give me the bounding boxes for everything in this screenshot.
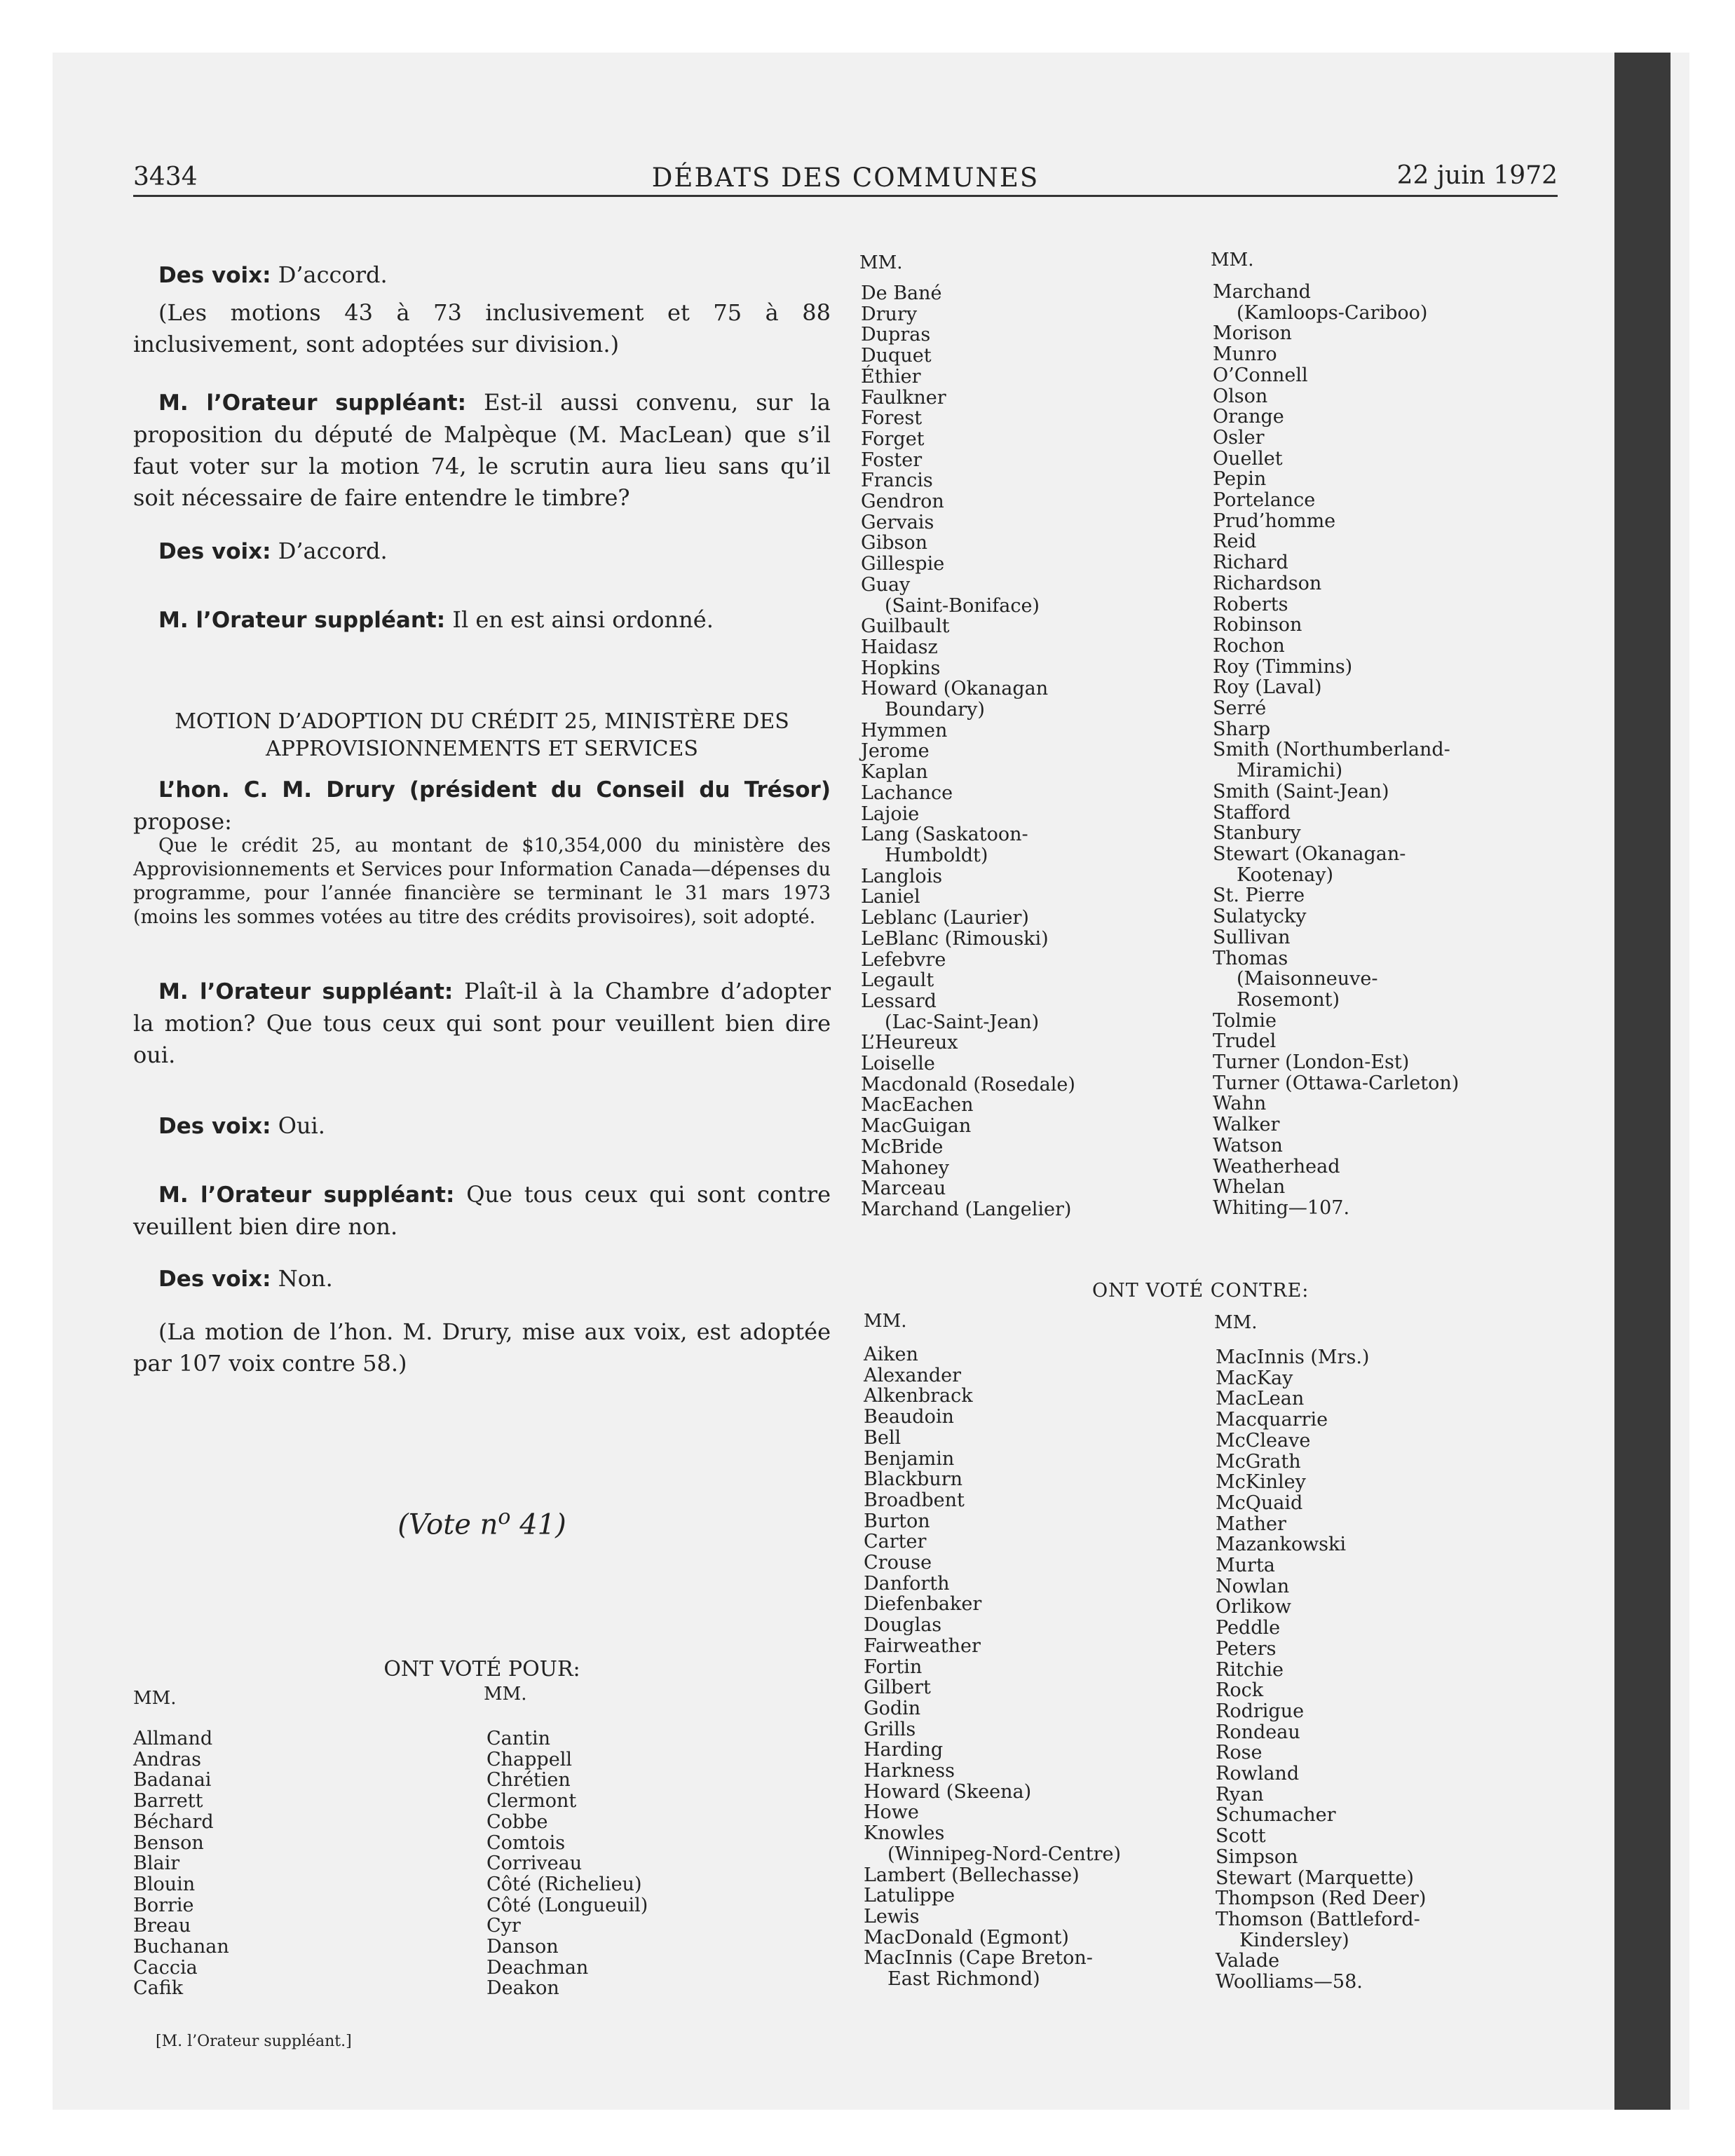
- member-name: Grills: [864, 1718, 916, 1740]
- member-name: Marchand: [1213, 281, 1311, 303]
- speaker-label: M. l’Orateur suppléant:: [158, 979, 454, 1004]
- vote-for-list-2: [487, 1728, 648, 1999]
- member-name: Roy (Timmins): [1213, 655, 1353, 678]
- member-name: Thomas: [1213, 947, 1288, 969]
- paragraph-6: L’hon. C. M. Drury (président du Conseil du Trésor) propose:: [133, 777, 831, 835]
- member-name: Chappell: [487, 1748, 572, 1770]
- speaker-label: M. l’Orateur suppléant:: [158, 1182, 455, 1208]
- speaker-label: Des voix:: [158, 1114, 271, 1139]
- member-name: Lefebvre: [861, 948, 946, 971]
- mm-label: MM.: [133, 1688, 177, 1709]
- member-name: Richard: [1213, 552, 1288, 574]
- speaker-label: M. l’Orateur suppléant:: [158, 608, 446, 633]
- member-name: Dupras: [861, 324, 931, 346]
- running-title: DÉBATS DES COMMUNES: [651, 163, 1040, 193]
- against-heading: ONT VOTÉ CONTRE:: [1092, 1280, 1309, 1302]
- member-name: Whelan: [1213, 1176, 1286, 1199]
- member-name: Ouellet: [1213, 447, 1283, 470]
- member-name: Blair: [133, 1853, 180, 1875]
- member-name: Rosemont): [1237, 988, 1340, 1011]
- section-heading: MOTION D’ADOPTION DU CRÉDIT 25, MINISTÈRE DES APPROVISIONNEMENTS ET SERVICES: [175, 709, 789, 761]
- member-name: Deakon: [487, 1977, 559, 2000]
- member-name: Watson: [1213, 1134, 1283, 1157]
- page-footer: [M. l’Orateur suppléant.]: [156, 2033, 352, 2050]
- member-name: (Kamloops-Cariboo): [1237, 301, 1428, 324]
- vote-for-list-4: [1213, 282, 1459, 1219]
- member-name: Rondeau: [1216, 1721, 1300, 1743]
- member-name: Éthier: [861, 365, 921, 388]
- member-name: Stanbury: [1213, 822, 1301, 845]
- member-name: Mather: [1216, 1513, 1286, 1535]
- member-name: Howe: [864, 1801, 919, 1824]
- member-name: Alexander: [864, 1364, 961, 1386]
- member-name: Allmand: [133, 1728, 213, 1749]
- member-name: Langlois: [861, 865, 943, 887]
- member-name: Tolmie: [1213, 1009, 1277, 1032]
- member-name: Mahoney: [861, 1157, 950, 1179]
- member-name: Beaudoin: [864, 1406, 954, 1428]
- speaker-label: Des voix:: [158, 1267, 271, 1292]
- member-name: Marchand (Langelier): [861, 1198, 1072, 1220]
- speaker-label: M. l’Orateur suppléant:: [158, 390, 466, 416]
- paragraph-1: Des voix: D’accord.: [158, 261, 388, 288]
- member-name: Rock: [1216, 1679, 1264, 1702]
- member-name: Gibson: [861, 532, 927, 554]
- member-name: Reid: [1213, 531, 1257, 553]
- member-name: Kootenay): [1237, 864, 1334, 886]
- member-name: Foster: [861, 449, 923, 471]
- member-name: MacEachen: [861, 1094, 974, 1117]
- member-name: Smith (Saint-Jean): [1213, 780, 1389, 803]
- member-name: De Bané: [861, 282, 942, 304]
- member-name: Rowland: [1216, 1763, 1300, 1785]
- member-name: Carter: [864, 1531, 927, 1553]
- paragraph-5: M. l’Orateur suppléant: Il en est ainsi ordonné.: [158, 606, 714, 633]
- member-name: Gillespie: [861, 553, 945, 575]
- member-name: Valade: [1216, 1950, 1280, 1972]
- member-name: Rodrigue: [1216, 1700, 1305, 1722]
- member-name: Humboldt): [885, 844, 988, 866]
- member-name: Bell: [864, 1426, 901, 1449]
- member-name: Walker: [1213, 1114, 1280, 1136]
- member-name: Miramichi): [1237, 760, 1343, 782]
- member-name: Breau: [133, 1915, 191, 1937]
- member-name: Duquet: [861, 345, 932, 367]
- member-name: Turner (London-Est): [1213, 1051, 1410, 1074]
- member-name: Schumacher: [1216, 1804, 1336, 1827]
- member-name: Blackburn: [864, 1468, 963, 1491]
- member-name: McBride: [861, 1135, 944, 1158]
- member-name: (Saint-Boniface): [885, 594, 1040, 617]
- page-date: 22 juin 1972: [1396, 161, 1558, 190]
- member-name: Forest: [861, 407, 923, 430]
- member-name: Haidasz: [861, 636, 938, 658]
- member-name: Woolliams—58.: [1216, 1971, 1363, 1993]
- member-name: Benjamin: [864, 1447, 955, 1470]
- member-name: Lajoie: [861, 803, 920, 825]
- member-name: Hopkins: [861, 657, 941, 679]
- member-name: Alkenbrack: [864, 1385, 973, 1407]
- member-name: Gilbert: [864, 1677, 931, 1699]
- member-name: Boundary): [885, 699, 985, 721]
- vote-against-list-2: [1216, 1347, 1426, 1993]
- member-name: Macdonald (Rosedale): [861, 1073, 1075, 1096]
- member-name: Sharp: [1213, 718, 1271, 740]
- member-name: Harkness: [864, 1760, 955, 1782]
- member-name: Burton: [864, 1510, 930, 1532]
- member-name: Ritchie: [1216, 1658, 1284, 1681]
- member-name: Richardson: [1213, 572, 1322, 594]
- member-name: St. Pierre: [1213, 885, 1305, 907]
- member-name: Scott: [1216, 1825, 1266, 1848]
- member-name: McGrath: [1216, 1450, 1301, 1473]
- speaker-label: L’hon. C. M. Drury (président du Conseil du Trésor): [158, 777, 831, 803]
- paragraph-9: M. l’Orateur suppléant: Que tous ceux qui sont contre veuillent bien dire non.: [133, 1181, 831, 1240]
- member-name: Whiting—107.: [1213, 1196, 1350, 1219]
- member-name: Macquarrie: [1216, 1409, 1328, 1431]
- member-name: Diefenbaker: [864, 1593, 982, 1616]
- member-name: Francis: [861, 470, 933, 492]
- member-name: MacGuigan: [861, 1115, 972, 1138]
- member-name: Guilbault: [861, 615, 950, 638]
- member-name: Andras: [133, 1748, 202, 1770]
- member-name: McCleave: [1216, 1429, 1311, 1452]
- member-name: Roberts: [1213, 593, 1288, 615]
- member-name: Latulippe: [864, 1885, 955, 1907]
- member-name: Benson: [133, 1831, 204, 1854]
- member-name: Simpson: [1216, 1845, 1298, 1868]
- member-name: Munro: [1213, 343, 1277, 366]
- member-name: Turner (Ottawa-Carleton): [1213, 1072, 1460, 1094]
- paragraph-10: Des voix: Non.: [158, 1265, 333, 1292]
- member-name: Cyr: [487, 1915, 521, 1937]
- paragraph-8: Des voix: Oui.: [158, 1112, 325, 1139]
- member-name: Faulkner: [861, 386, 946, 409]
- speaker-label: Des voix:: [158, 539, 271, 564]
- member-name: Stewart (Okanagan-: [1213, 842, 1406, 865]
- member-name: Côté (Longueuil): [487, 1894, 648, 1916]
- paragraph-4: Des voix: D’accord.: [158, 538, 388, 564]
- member-name: Lessard: [861, 990, 937, 1012]
- member-name: East Richmond): [887, 1968, 1040, 1991]
- member-name: Gervais: [861, 511, 934, 533]
- mm-label: MM.: [864, 1311, 907, 1332]
- member-name: Legault: [861, 969, 934, 992]
- member-name: Forget: [861, 428, 925, 450]
- member-name: Danson: [487, 1936, 559, 1958]
- member-name: Prud’homme: [1213, 510, 1336, 532]
- member-name: Côté (Richelieu): [487, 1873, 642, 1895]
- paragraph-7: M. l’Orateur suppléant: Plaît-il à la Chambre d’adopter la motion? Que tous ceux qui sont pour veuillent bien dire oui.: [133, 978, 831, 1068]
- scan-edge-bar: [1614, 53, 1671, 2110]
- member-name: Lachance: [861, 782, 953, 804]
- member-name: Stafford: [1213, 801, 1291, 824]
- member-name: (Winnipeg-Nord-Centre): [887, 1843, 1122, 1865]
- member-name: Buchanan: [133, 1936, 229, 1958]
- member-name: Fairweather: [864, 1635, 981, 1657]
- member-name: Danforth: [864, 1572, 950, 1595]
- member-name: LeBlanc (Rimouski): [861, 927, 1049, 950]
- member-name: MacInnis (Mrs.): [1216, 1346, 1370, 1368]
- member-name: Lewis: [864, 1905, 920, 1928]
- member-name: Sulatycky: [1213, 906, 1307, 928]
- motion-text: Que le crédit 25, au montant de $10,354,000 du ministère des Approvisionnements et Services pour Information Canada—dépenses du programme, pour l’année financière se terminant le 31 mars 1973 (moins les sommes votées au titre des crédits provisoires), soit adopté.: [133, 835, 831, 928]
- member-name: Serré: [1213, 697, 1267, 720]
- member-name: Cantin: [487, 1728, 551, 1749]
- member-name: MacInnis (Cape Breton-: [864, 1947, 1093, 1970]
- member-name: Trudel: [1213, 1030, 1277, 1053]
- for-heading: ONT VOTÉ POUR:: [383, 1657, 580, 1681]
- member-name: Drury: [861, 303, 918, 325]
- member-name: Harding: [864, 1739, 944, 1761]
- member-name: (Maisonneuve-: [1237, 968, 1378, 990]
- member-name: Murta: [1216, 1555, 1275, 1577]
- member-name: Béchard: [133, 1810, 214, 1833]
- member-name: Laniel: [861, 886, 920, 908]
- member-name: Lang (Saskatoon-: [861, 824, 1028, 846]
- member-name: Osler: [1213, 426, 1265, 449]
- mm-label: MM.: [1214, 1312, 1258, 1333]
- member-name: Godin: [864, 1697, 921, 1719]
- member-name: Badanai: [133, 1769, 212, 1792]
- member-name: Borrie: [133, 1894, 194, 1916]
- member-name: Blouin: [133, 1873, 196, 1895]
- member-name: Stewart (Marquette): [1216, 1867, 1414, 1889]
- member-name: Roy (Laval): [1213, 676, 1322, 699]
- member-name: Cobbe: [487, 1810, 548, 1833]
- member-name: Cafik: [133, 1977, 184, 2000]
- member-name: Comtois: [487, 1831, 566, 1854]
- member-name: Corriveau: [487, 1853, 583, 1875]
- page-number: 3434: [133, 163, 198, 191]
- member-name: Rose: [1216, 1742, 1263, 1764]
- member-name: Aiken: [864, 1344, 918, 1365]
- paragraph-2: (Les motions 43 à 73 inclusivement et 75 à 88 inclusivement, sont adoptées sur division.): [133, 299, 831, 357]
- member-name: Portelance: [1213, 489, 1316, 512]
- member-name: (Lac-Saint-Jean): [885, 1011, 1040, 1033]
- member-name: Broadbent: [864, 1489, 965, 1511]
- mm-label: MM.: [1211, 250, 1254, 271]
- member-name: MacLean: [1216, 1388, 1305, 1410]
- member-name: Kindersley): [1239, 1929, 1349, 1951]
- member-name: Clermont: [487, 1790, 577, 1813]
- member-name: L’Heureux: [861, 1032, 958, 1054]
- member-name: Weatherhead: [1213, 1155, 1340, 1178]
- member-name: Thomson (Battleford-: [1216, 1908, 1420, 1930]
- member-name: Morison: [1213, 322, 1292, 345]
- member-name: Sullivan: [1213, 926, 1291, 948]
- member-name: Hymmen: [861, 719, 948, 742]
- member-name: MacKay: [1216, 1367, 1293, 1389]
- member-name: Fortin: [864, 1656, 923, 1678]
- member-name: Caccia: [133, 1956, 198, 1979]
- member-name: Jerome: [861, 740, 930, 763]
- member-name: Guay: [861, 573, 911, 596]
- vote-against-list-1: [864, 1344, 1121, 1990]
- member-name: McKinley: [1216, 1471, 1306, 1494]
- member-name: Thompson (Red Deer): [1216, 1888, 1427, 1910]
- member-name: Peters: [1216, 1637, 1277, 1660]
- member-name: Knowles: [864, 1822, 945, 1845]
- member-name: Orlikow: [1216, 1596, 1292, 1618]
- member-name: Leblanc (Laurier): [861, 907, 1029, 929]
- member-name: Peddle: [1216, 1617, 1281, 1639]
- member-name: Mazankowski: [1216, 1534, 1347, 1556]
- paragraph-11: (La motion de l’hon. M. Drury, mise aux voix, est adoptée par 107 voix contre 58.): [133, 1318, 831, 1377]
- member-name: Loiselle: [861, 1053, 935, 1075]
- member-name: Marceau: [861, 1178, 946, 1200]
- member-name: Orange: [1213, 406, 1284, 428]
- speaker-label: Des voix:: [158, 263, 271, 288]
- member-name: Ryan: [1216, 1783, 1264, 1806]
- member-name: Kaplan: [861, 761, 928, 784]
- vote-number: (Vote $n^o$ 41): [397, 1505, 566, 1541]
- member-name: Gendron: [861, 491, 944, 513]
- member-name: Deachman: [487, 1956, 589, 1979]
- member-name: Wahn: [1213, 1093, 1267, 1115]
- mm-label: MM.: [859, 252, 903, 273]
- member-name: Robinson: [1213, 614, 1302, 636]
- paragraph-3: M. l’Orateur suppléant: Est-il aussi convenu, sur la proposition du député de Malpèque (M. MacLean) que s’il faut voter sur la motion 74, le scrutin aura lieu sans qu’il soit nécessaire de faire entendre le timbre?: [133, 389, 831, 511]
- member-name: Douglas: [864, 1614, 942, 1637]
- member-name: Crouse: [864, 1552, 932, 1574]
- member-name: O’Connell: [1213, 364, 1308, 386]
- member-name: Lambert (Bellechasse): [864, 1864, 1080, 1886]
- member-name: Howard (Okanagan: [861, 678, 1049, 700]
- member-name: Howard (Skeena): [864, 1780, 1032, 1803]
- vote-for-list-1: [133, 1728, 229, 1999]
- member-name: Rochon: [1213, 634, 1285, 657]
- member-name: Pepin: [1213, 468, 1267, 491]
- member-name: McQuaid: [1216, 1492, 1303, 1514]
- member-name: Barrett: [133, 1790, 203, 1813]
- member-name: Nowlan: [1216, 1575, 1290, 1597]
- member-name: MacDonald (Egmont): [864, 1926, 1069, 1949]
- page-header: [133, 160, 1558, 197]
- member-name: Chrétien: [487, 1769, 571, 1792]
- member-name: Smith (Northumberland-: [1213, 739, 1450, 761]
- mm-label: MM.: [484, 1684, 527, 1705]
- member-name: Olson: [1213, 385, 1268, 407]
- vote-for-list-3: [861, 283, 1075, 1220]
